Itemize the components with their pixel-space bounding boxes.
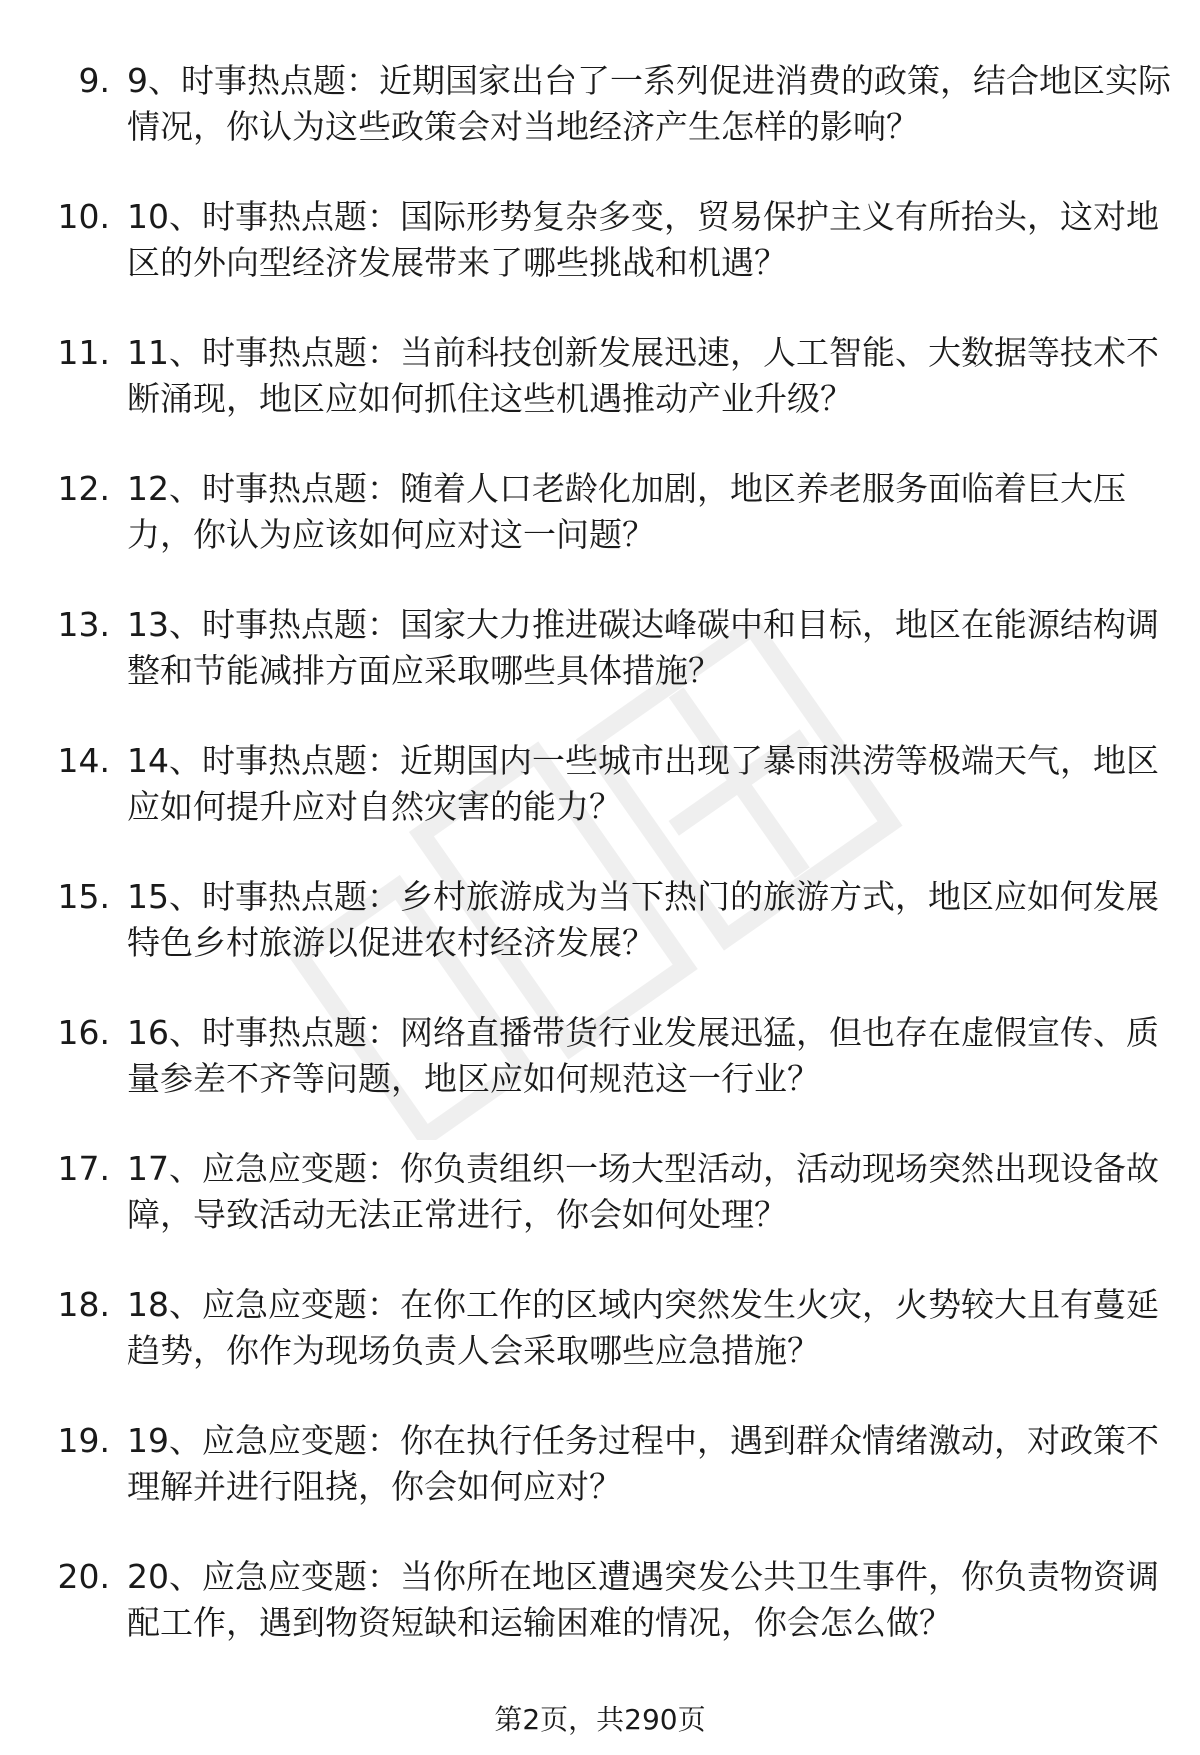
question-text: 19、应急应变题：你在执行任务过程中，遇到群众情绪激动，对政策不理解并进行阻挠，你会如何应对？	[127, 1421, 1159, 1506]
question-number: 13.	[57, 605, 110, 644]
question-text: 10、时事热点题：国际形势复杂多变，贸易保护主义有所抬头，这对地区的外向型经济发展带来了哪些挑战和机遇？	[127, 197, 1159, 282]
question-number: 15.	[57, 877, 110, 916]
question-list	[0, 58, 1200, 1690]
list-item	[0, 1146, 1200, 1282]
question-number: 17.	[57, 1149, 110, 1188]
question-number: 10.	[57, 197, 110, 236]
question-text: 15、时事热点题：乡村旅游成为当下热门的旅游方式，地区应如何发展特色乡村旅游以促进农村经济发展？	[127, 877, 1159, 962]
question-number: 14.	[57, 741, 110, 780]
question-text: 11、时事热点题：当前科技创新发展迅速，人工智能、大数据等技术不断涌现，地区应如何抓住这些机遇推动产业升级？	[127, 333, 1159, 418]
question-text: 13、时事热点题：国家大力推进碳达峰碳中和目标，地区在能源结构调整和节能减排方面应采取哪些具体措施？	[127, 605, 1159, 690]
list-item	[0, 602, 1200, 738]
list-item	[0, 738, 1200, 874]
list-item	[0, 1554, 1200, 1690]
question-text: 18、应急应变题：在你工作的区域内突然发生火灾，火势较大且有蔓延趋势，你作为现场负责人会采取哪些应急措施？	[127, 1285, 1159, 1370]
question-number: 12.	[57, 469, 110, 508]
list-item	[0, 1282, 1200, 1418]
question-text: 14、时事热点题：近期国内一些城市出现了暴雨洪涝等极端天气，地区应如何提升应对自然灾害的能力？	[127, 741, 1159, 826]
list-item	[0, 1418, 1200, 1554]
question-text: 17、应急应变题：你负责组织一场大型活动，活动现场突然出现设备故障，导致活动无法正常进行，你会如何处理？	[127, 1149, 1159, 1234]
list-item	[0, 874, 1200, 1010]
question-text: 12、时事热点题：随着人口老龄化加剧，地区养老服务面临着巨大压力，你认为应该如何应对这一问题？	[127, 469, 1126, 554]
question-number: 18.	[57, 1285, 110, 1324]
list-item	[0, 58, 1200, 194]
question-number: 9.	[78, 61, 110, 100]
question-number: 20.	[57, 1557, 110, 1596]
question-text: 20、应急应变题：当你所在地区遭遇突发公共卫生事件，你负责物资调配工作，遇到物资短缺和运输困难的情况，你会怎么做？	[127, 1557, 1159, 1642]
list-item	[0, 466, 1200, 602]
question-number: 11.	[57, 333, 110, 372]
question-text: 9、时事热点题：近期国家出台了一系列促进消费的政策，结合地区实际情况，你认为这些政策会对当地经济产生怎样的影响？	[127, 61, 1171, 146]
page-footer: 第2页，共290页	[494, 1703, 706, 1736]
question-text: 16、时事热点题：网络直播带货行业发展迅猛，但也存在虚假宣传、质量参差不齐等问题，地区应如何规范这一行业？	[127, 1013, 1159, 1098]
question-number: 16.	[57, 1013, 110, 1052]
list-item	[0, 330, 1200, 466]
list-item	[0, 1010, 1200, 1146]
list-item	[0, 194, 1200, 330]
question-number: 19.	[57, 1421, 110, 1460]
